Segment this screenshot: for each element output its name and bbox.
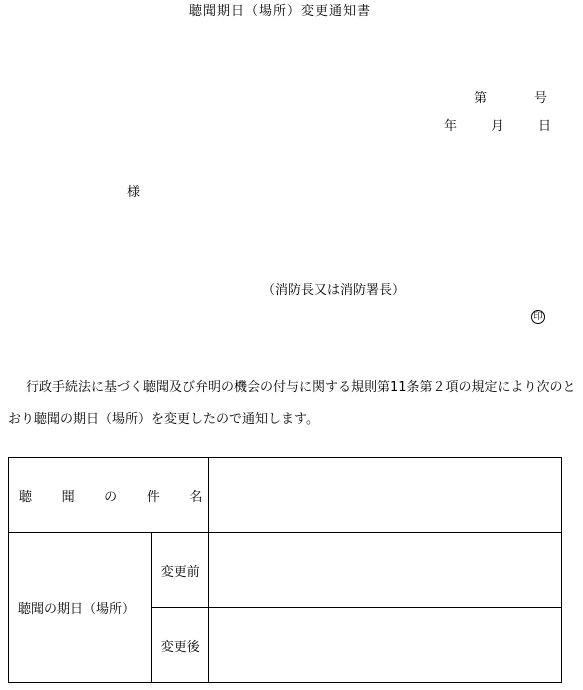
sender-title: （消防長又は消防署長）: [262, 283, 406, 298]
before-label: 変更前: [152, 533, 209, 608]
document-number-go: 号: [534, 91, 548, 106]
addressee-sama: 様: [127, 185, 141, 200]
date-month: 月: [491, 119, 505, 134]
seal-label: 印: [533, 311, 543, 322]
notice-body: 行政手続法に基づく聴聞及び弁明の機会の付与に関する規則第11条第２項の規定により次のとおり聴聞の期日（場所）を変更したので通知します。: [8, 380, 576, 427]
period-label-cell: [9, 533, 152, 683]
subject-label-cell: [9, 458, 209, 533]
period-label: 聴聞の期日（場所）: [18, 602, 136, 617]
subject-label-char: 件: [146, 489, 160, 505]
subject-label-char: の: [104, 489, 118, 505]
hearing-change-table: [8, 457, 562, 683]
subject-label-char: 聴: [19, 489, 33, 505]
seal-mark: [531, 310, 545, 324]
document-title: 聴聞期日（場所）変更通知書: [188, 4, 371, 19]
after-value-cell[interactable]: [209, 608, 562, 683]
addressee: [127, 186, 140, 199]
date-day: 日: [538, 119, 552, 134]
after-label: 変更後: [152, 608, 209, 683]
document-number: [474, 92, 547, 105]
date-year: 年: [444, 119, 458, 134]
table-row-subject: [9, 458, 562, 533]
before-value-cell[interactable]: [209, 533, 562, 608]
issue-date: [444, 120, 551, 133]
subject-value-cell[interactable]: [209, 458, 562, 533]
subject-label-char: 名: [189, 489, 203, 505]
subject-label: [9, 486, 208, 505]
subject-label-char: 聞: [61, 489, 75, 505]
document-number-dai: 第: [474, 91, 488, 106]
table-row-before: [9, 533, 562, 608]
